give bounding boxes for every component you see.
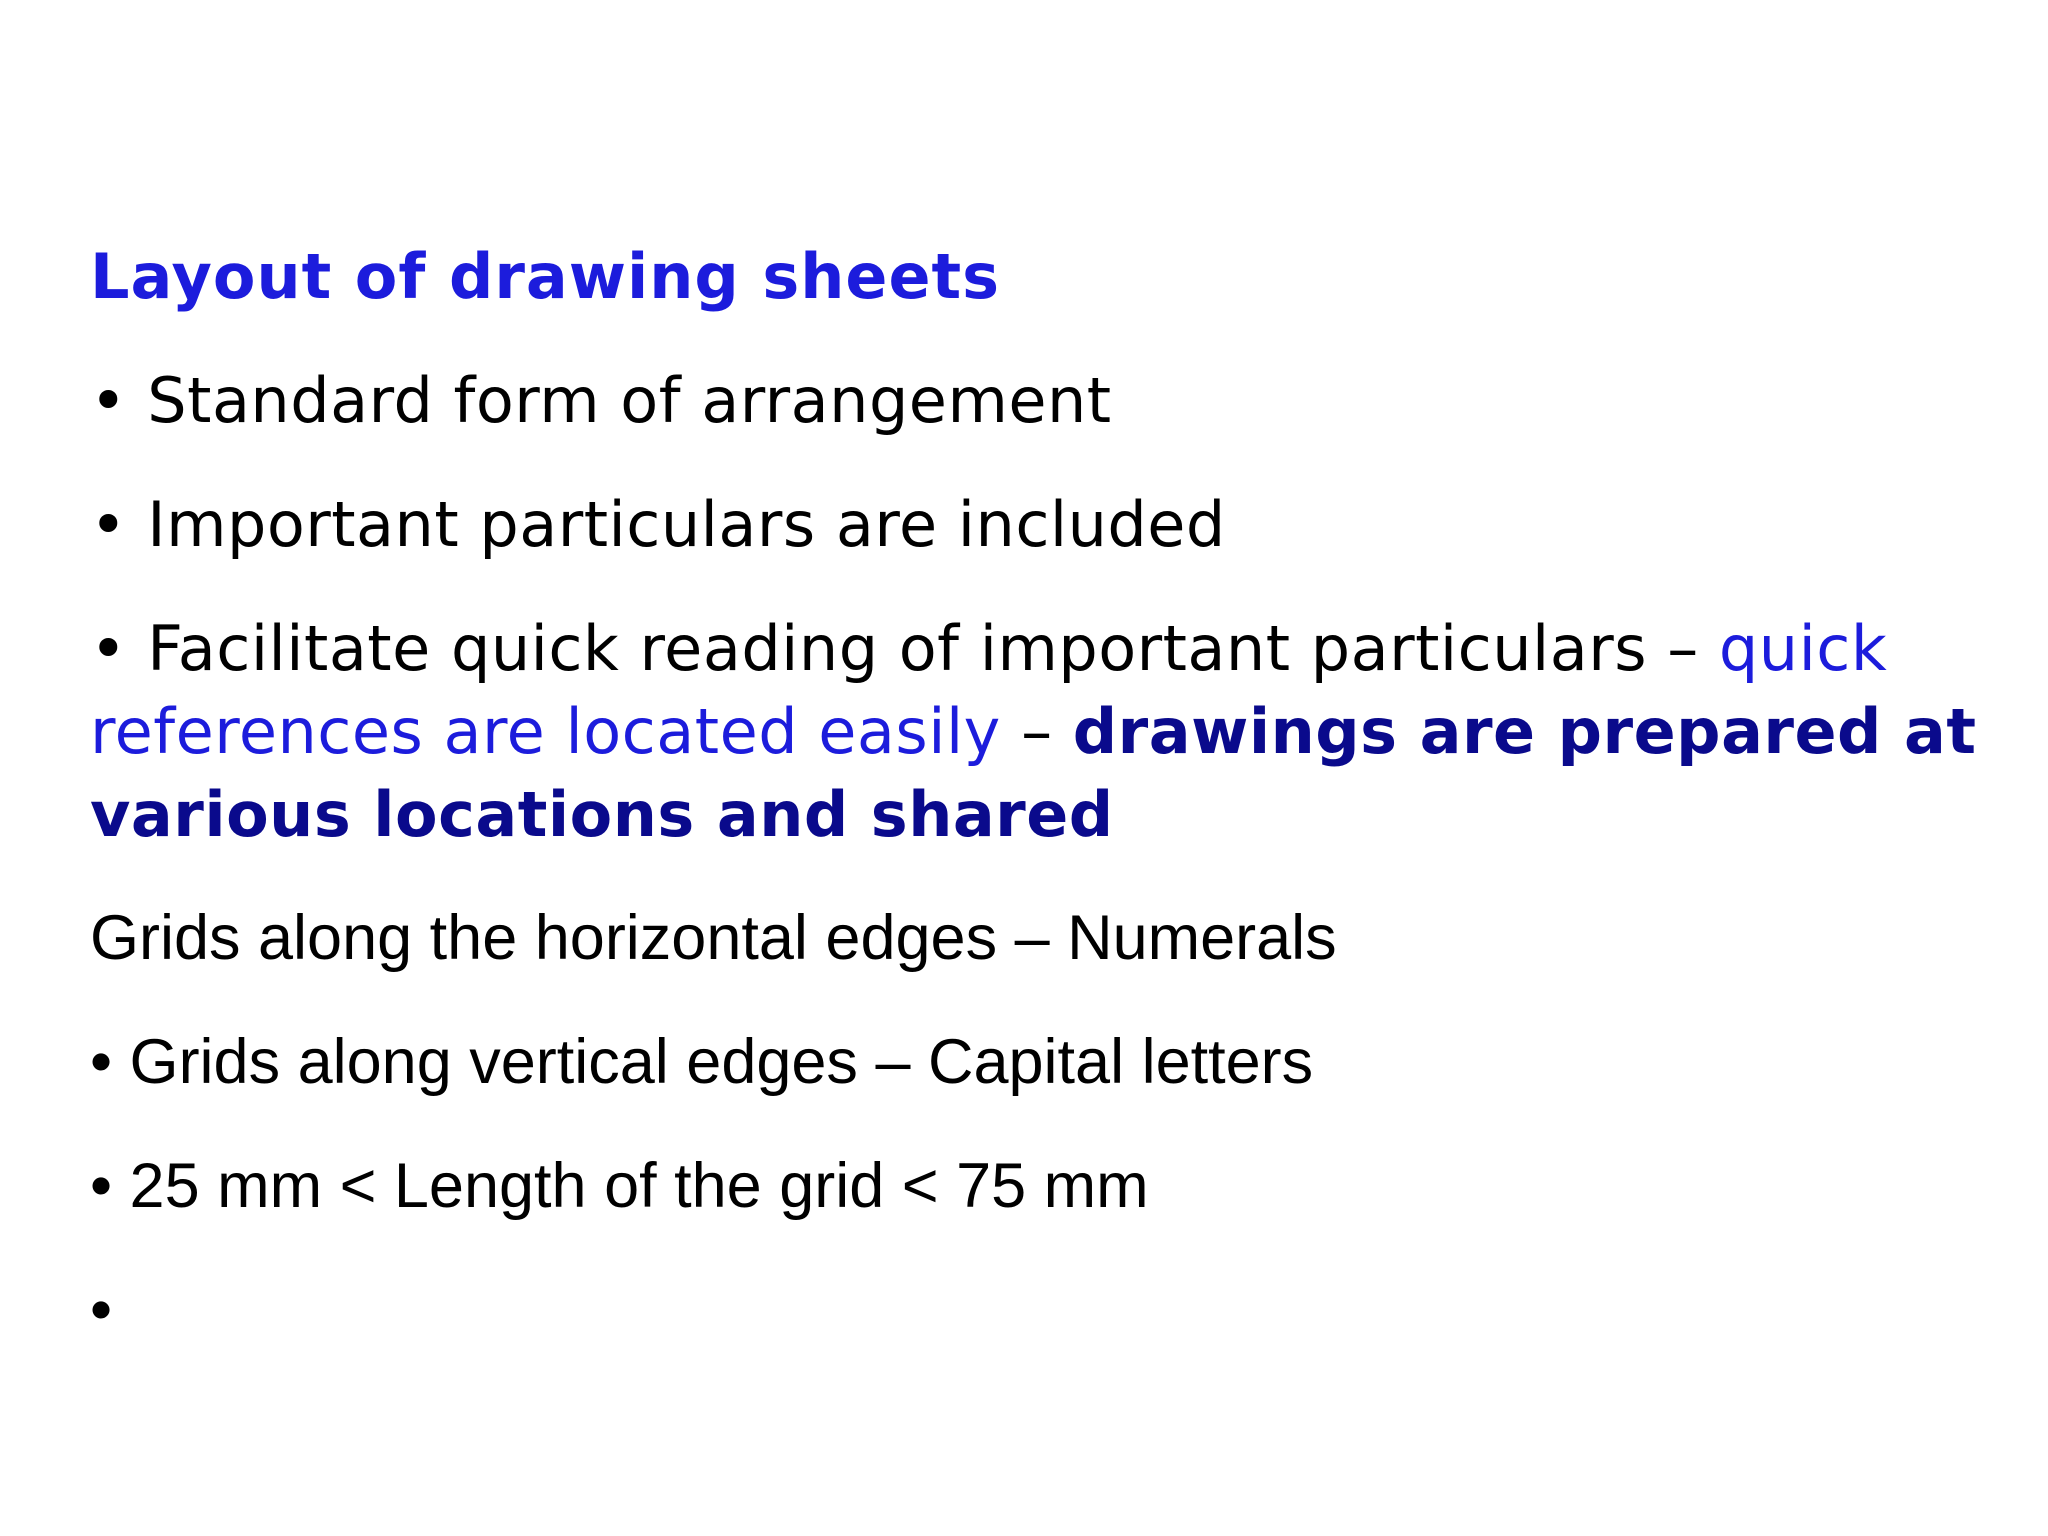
bullet-facilitate-line1: [90, 612, 1887, 685]
bullet-important-particulars: • Important particulars are included: [90, 488, 1226, 561]
drawings-bold-text: drawings are prepared at: [1072, 695, 1977, 768]
empty-bullet: •: [90, 1275, 113, 1345]
facilitate-plain-text: • Facilitate quick reading of important particulars –: [90, 612, 1719, 685]
dash-separator: –: [1000, 695, 1073, 768]
grid-length-range: • 25 mm < Length of the grid < 75 mm: [90, 1151, 1149, 1221]
facilitate-blue-text: quick: [1718, 612, 1888, 685]
references-blue-text: references are located easily: [90, 695, 1001, 768]
slide-heading: Layout of drawing sheets: [90, 240, 1001, 313]
bullet-facilitate-line3: various locations and shared: [90, 778, 1114, 851]
grid-vertical-edges: • Grids along vertical edges – Capital letters: [90, 1027, 1314, 1097]
bullet-standard-form: • Standard form of arrangement: [90, 364, 1112, 437]
grid-horizontal-edges: Grids along the horizontal edges – Numerals: [90, 903, 1337, 973]
bullet-facilitate-line2: [90, 695, 1976, 768]
